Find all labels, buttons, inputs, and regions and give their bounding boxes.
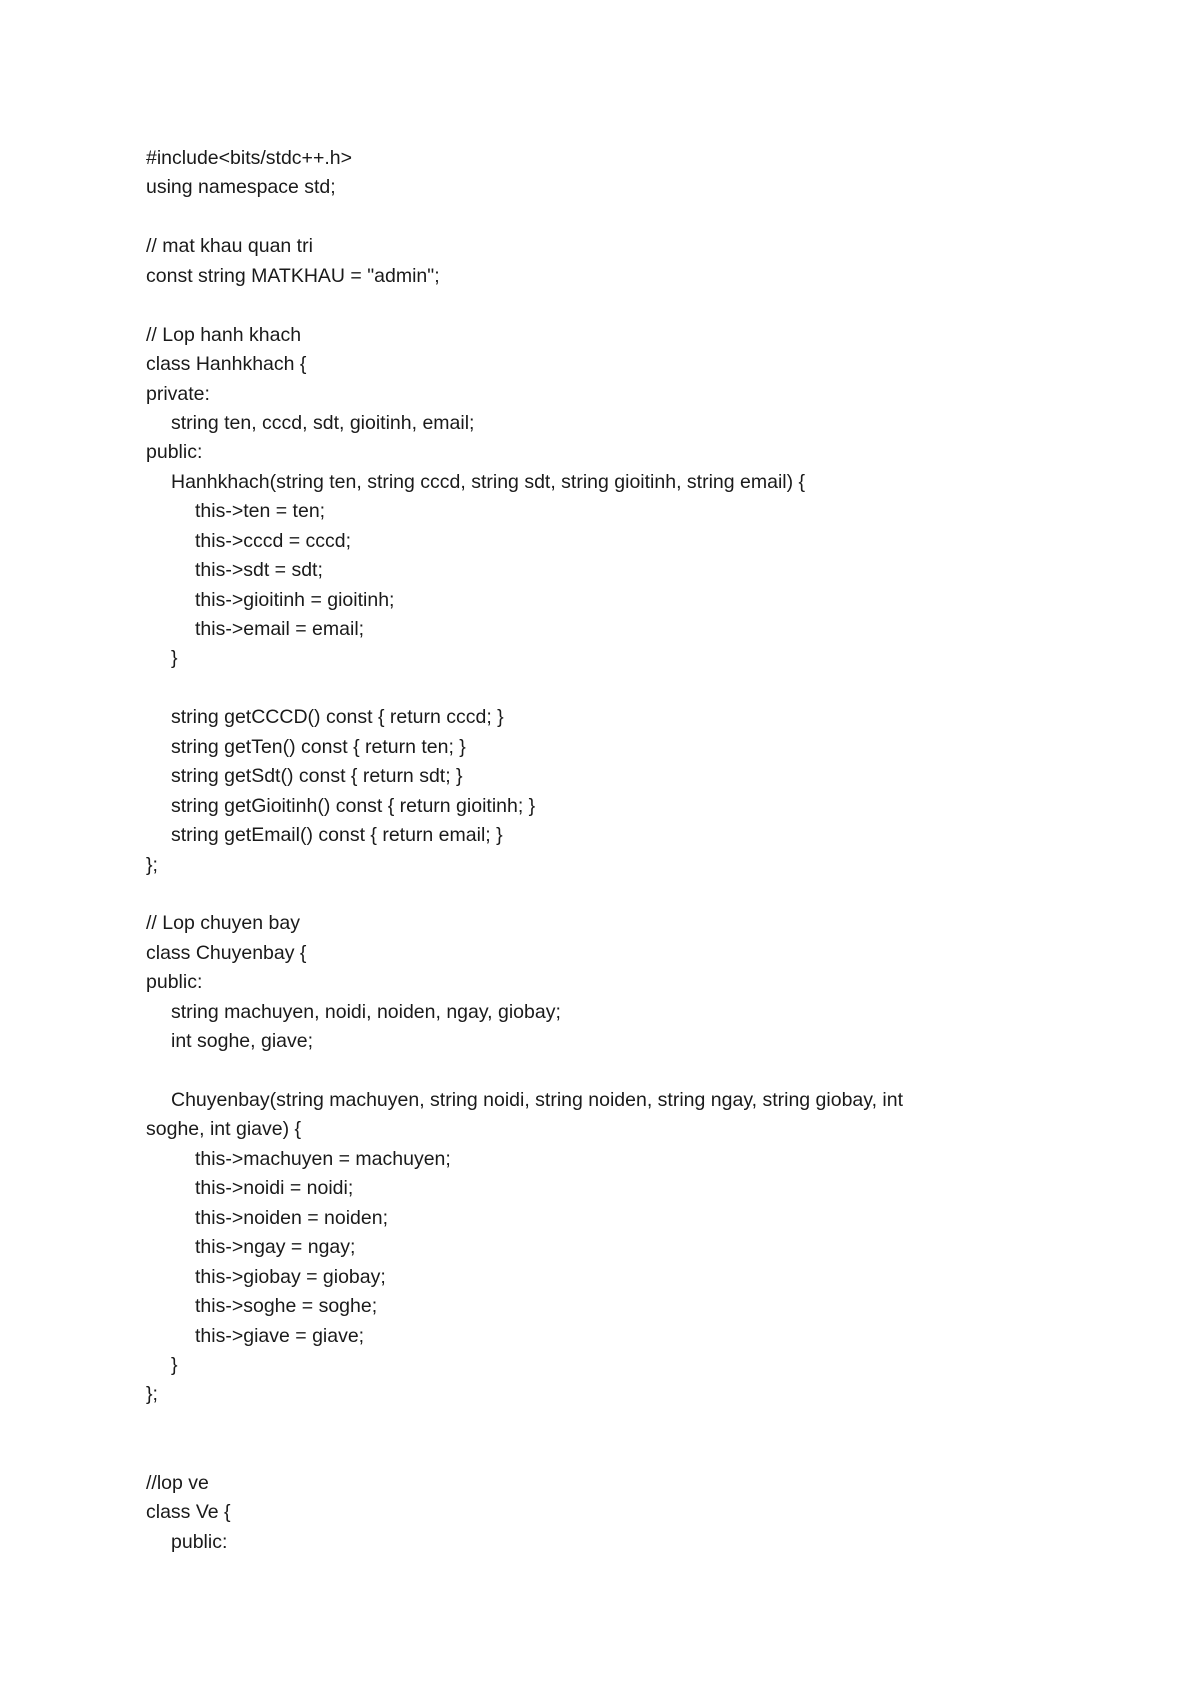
code-line: class Chuyenbay { [146,941,307,964]
code-line: string ten, cccd, sdt, gioitinh, email; [171,411,475,434]
code-line: this->cccd = cccd; [195,529,352,552]
code-line: class Ve { [146,1501,231,1524]
code-line: this->noiden = noiden; [195,1206,388,1229]
code-line: int soghe, giave; [171,1030,314,1053]
code-line: } [171,647,178,670]
code-listing [146,144,1046,1557]
code-line: public: [171,1530,228,1553]
code-line: string getEmail() const { return email; } [171,824,503,847]
code-line: this->noidi = noidi; [195,1177,354,1200]
code-comment: // Lop chuyen bay [146,912,300,935]
code-line: private: [146,382,210,405]
code-line: string getCCCD() const { return cccd; } [171,706,504,729]
blank-line [146,203,1046,232]
code-line: soghe, int giave) { [146,1118,302,1141]
code-comment: // mat khau quan tri [146,235,313,258]
blank-line [146,880,1046,909]
code-line: }; [146,853,158,876]
code-line: string machuyen, noidi, noiden, ngay, giobay; [171,1000,561,1023]
code-line: Chuyenbay(string machuyen, string noidi, string noiden, string ngay, string giobay, int [171,1089,904,1111]
code-line: this->email = email; [195,618,365,640]
blank-line [146,1439,1046,1468]
code-line: public: [146,971,203,994]
code-line: this->sdt = sdt; [195,559,323,582]
blank-line [146,1410,1046,1439]
code-comment: //lop ve [146,1471,209,1494]
code-line: string getTen() const { return ten; } [171,735,466,758]
code-line: #include<bits/stdc++.h> [146,147,352,169]
code-line: }; [146,1383,158,1406]
code-line: Hanhkhach(string ten, string cccd, string sdt, string gioitinh, string email) { [171,470,806,493]
code-line: using namespace std; [146,176,336,199]
code-comment: // Lop hanh khach [146,323,302,346]
code-line: this->ten = ten; [195,500,326,523]
code-line: string getGioitinh() const { return gioitinh; } [171,794,536,817]
code-line: this->machuyen = machuyen; [195,1147,451,1170]
code-line: class Hanhkhach { [146,353,307,376]
code-line: const string MATKHAU = "admin"; [146,264,440,287]
code-line: this->ngay = ngay; [195,1236,356,1259]
code-line: this->soghe = soghe; [195,1295,378,1318]
code-line: public: [146,441,203,464]
blank-line [146,1057,1046,1086]
code-line: } [171,1353,178,1376]
code-line: this->gioitinh = gioitinh; [195,588,395,611]
code-line: this->giave = giave; [195,1324,365,1347]
code-line: this->giobay = giobay; [195,1265,386,1288]
blank-line [146,291,1046,320]
code-line: string getSdt() const { return sdt; } [171,765,463,788]
blank-line [146,674,1046,703]
